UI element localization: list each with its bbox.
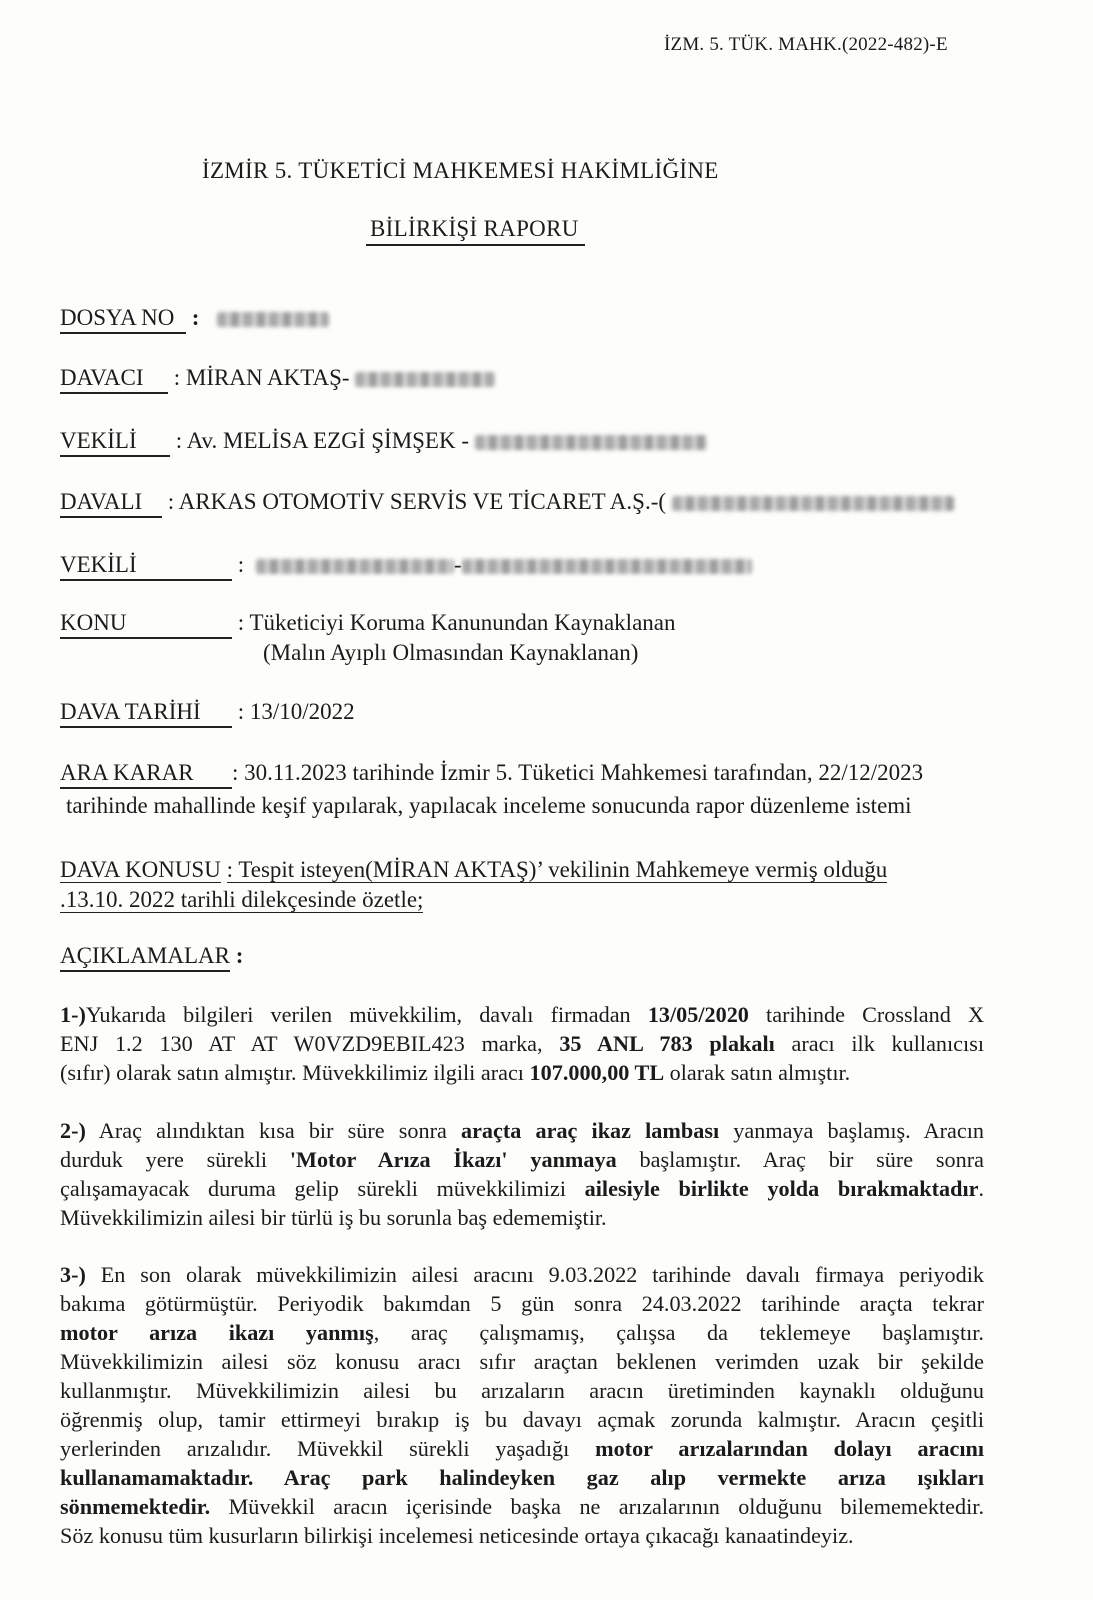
paragraph-number: 1-) xyxy=(60,1002,86,1027)
konu-value: : Tüketiciyi Koruma Kanunundan Kaynaklanan xyxy=(237,610,676,635)
court-title: İZMİR 5. TÜKETİCİ MAHKEMESİ HAKİMLİĞİNE xyxy=(202,158,719,183)
text: öğrenmiş olup, tamir ettirmeyi bırakıp iş bu davayı açmak zorunda kalmıştır. Aracın çeşitli xyxy=(60,1407,984,1432)
dava-konusu-line2-text: .13.10. 2022 tarihli dilekçesinde özetle; xyxy=(60,887,424,912)
vekili-dash: - xyxy=(453,552,462,577)
field-vekili-defendant xyxy=(60,552,752,581)
text: durduk yere sürekli xyxy=(60,1147,290,1172)
text: çalışamayacak duruma gelip sürekli müvekkilimizi xyxy=(60,1176,585,1201)
davali-value: : ARKAS OTOMOTİV SERVİS VE TİCARET A.Ş.-( xyxy=(167,489,667,514)
ara-karar-value: : 30.11.2023 tarihinde İzmir 5. Tüketici Mahkemesi tarafından, 22/12/2023 xyxy=(232,760,924,785)
konu-label: KONU xyxy=(60,610,232,639)
konu-value-line2: (Malın Ayıplı Olmasından Kaynaklanan) xyxy=(263,640,639,665)
bold-text: araçta araç ikaz lambası xyxy=(460,1118,720,1143)
text: yanmaya başlamış. Aracın xyxy=(719,1118,984,1143)
field-ara-karar xyxy=(60,760,984,789)
bold-text: ailesiyle birlikte yolda bırakmaktadır xyxy=(584,1176,979,1201)
vekili-label: VEKİLİ xyxy=(60,552,232,581)
field-dosya-no xyxy=(60,305,329,334)
bold-text: 'Motor Arıza İkazı' yanmaya xyxy=(289,1147,617,1172)
text: (sıfır) olarak satın almıştır. Müvekkilimiz ilgili aracı xyxy=(60,1060,530,1085)
text: Yukarıda bilgileri verilen müvekkilim, davalı firmadan xyxy=(85,1002,648,1027)
aciklamalar-separator: : xyxy=(235,943,244,968)
text: kullanmıştır. Müvekkilimizin ailesi bu arızaların aracın üretiminden kaynaklı olduğunu xyxy=(60,1378,984,1403)
plate-number: 35 ANL 783 plakalı xyxy=(559,1031,775,1056)
purchase-date: 13/05/2020 xyxy=(647,1002,749,1027)
davaci-value: : MİRAN AKTAŞ- xyxy=(173,365,350,390)
redacted-defendant-lawyer-id xyxy=(462,559,752,574)
paragraph-2 xyxy=(60,1116,984,1232)
field-davaci xyxy=(60,365,495,394)
ara-karar-line2: tarihinde mahallinde keşif yapılarak, yapılacak inceleme sonucunda rapor düzenleme istemi xyxy=(66,793,912,818)
text: ENJ 1.2 130 AT AT W0VZD9EBIL423 marka, xyxy=(60,1031,560,1056)
purchase-price: 107.000,00 TL xyxy=(529,1060,665,1085)
dava-konusu-value: : Tespit isteyen(MİRAN AKTAŞ)’ vekilinin Mahkemeye vermiş olduğu xyxy=(226,857,888,882)
text: , araç çalışmamış, çalışsa da teklemeye başlamıştır. xyxy=(373,1320,984,1345)
dava-konusu-label: DAVA KONUSU xyxy=(60,857,221,882)
vekili-label: VEKİLİ xyxy=(60,428,170,457)
redacted-lawyer-id xyxy=(475,435,707,450)
text: bakıma götürmüştür. Periyodik bakımdan 5 gün sonra 24.03.2022 tarihinde araçta tekrar xyxy=(60,1291,984,1316)
redacted-file-number xyxy=(217,312,329,327)
paragraph-number: 3-) xyxy=(60,1262,86,1287)
bold-text: kullanamamaktadır. Araç park halindeyken gaz alıp vermekte arıza ışıkları xyxy=(60,1465,984,1490)
vekili-value: : Av. MELİSA EZGİ ŞİMŞEK - xyxy=(175,428,469,453)
field-davali xyxy=(60,489,954,518)
text: aracı ilk kullanıcısı xyxy=(774,1031,984,1056)
text: başlamıştır. Araç bir süre sonra xyxy=(616,1147,984,1172)
paragraph-1 xyxy=(60,1000,984,1087)
text: En son olarak müvekkilimizin ailesi aracını 9.03.2022 tarihinde davalı firmaya periyodik xyxy=(85,1262,984,1287)
paragraph-number: 2-) xyxy=(60,1118,86,1143)
bold-text: motor arızalarından dolayı aracını xyxy=(595,1436,984,1461)
dava-tarihi-value: : 13/10/2022 xyxy=(237,699,355,724)
text: . xyxy=(978,1176,984,1201)
text: olarak satın almıştır. xyxy=(664,1060,851,1085)
report-title: BİLİRKİŞİ RAPORU xyxy=(366,216,585,246)
field-vekili-plaintiff xyxy=(60,428,707,457)
text: Müvekkilimizin ailesi bir türlü iş bu sorunla baş edememiştir. xyxy=(60,1205,607,1230)
bold-text: motor arıza ikazı yanmış xyxy=(60,1320,374,1345)
redacted-defendant-lawyer xyxy=(256,559,454,574)
ara-karar-label: ARA KARAR xyxy=(60,760,232,789)
aciklamalar-label: AÇIKLAMALAR xyxy=(60,943,230,972)
case-reference: İZM. 5. TÜK. MAHK.(2022-482)-E xyxy=(664,34,948,55)
vekili-separator: : xyxy=(237,552,245,577)
text: tarihinde Crossland X xyxy=(748,1002,984,1027)
dava-tarihi-label: DAVA TARİHİ xyxy=(60,699,232,728)
field-konu xyxy=(60,610,675,639)
text: Müvekkil aracın içerisinde başka ne arızalarının olduğunu bilememektedir. xyxy=(210,1494,984,1519)
bold-text: sönmemektedir. xyxy=(60,1494,211,1519)
field-dava-konusu xyxy=(60,857,887,883)
davali-label: DAVALI xyxy=(60,489,162,518)
text: Müvekkilimizin ailesi söz konusu aracı sıfır araçtan beklenen verimden uzak bir şekilde xyxy=(60,1349,984,1374)
text: Söz konusu tüm kusurların bilirkişi incelemesi neticesinde ortaya çıkacağı kanaatindeyiz. xyxy=(60,1523,854,1548)
field-aciklamalar xyxy=(60,943,243,972)
redacted-plaintiff-id xyxy=(355,372,495,387)
dava-konusu-line2 xyxy=(60,887,423,913)
davaci-label: DAVACI xyxy=(60,365,168,394)
dosya-no-separator: : xyxy=(191,305,200,330)
paragraph-3 xyxy=(60,1260,984,1550)
field-dava-tarihi xyxy=(60,699,355,728)
text: Araç alındıktan kısa bir süre sonra xyxy=(85,1118,461,1143)
text: yerlerinden arızalıdır. Müvekkil sürekli yaşadığı xyxy=(60,1436,596,1461)
redacted-defendant-id xyxy=(672,496,954,511)
dosya-no-label: DOSYA NO xyxy=(60,305,186,334)
